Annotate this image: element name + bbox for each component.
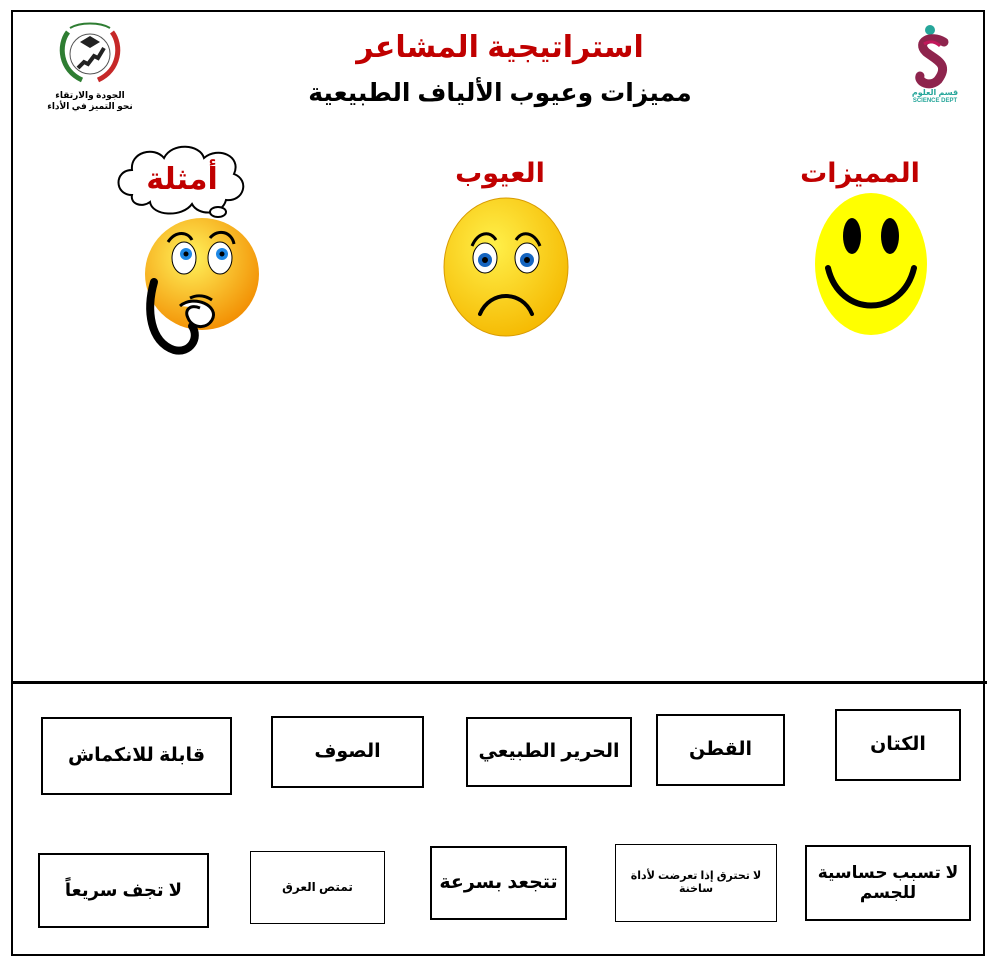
card-linen[interactable]: الكتان: [835, 709, 961, 781]
card-wool[interactable]: الصوف: [271, 716, 424, 788]
science-caption-arabic: قسم العلوم: [911, 88, 959, 97]
card-wrinkles-quickly[interactable]: تتجعد بسرعة: [430, 846, 567, 920]
quality-caption-line2: نحو التميز في الأداء: [47, 100, 133, 111]
page-title: استراتيجية المشاعر: [356, 31, 644, 64]
science-caption-english: SCIENCE DEPT: [912, 97, 958, 104]
quality-logo-caption: [40, 90, 140, 112]
science-dept-logo: [900, 20, 970, 120]
card-cotton[interactable]: القطن: [656, 714, 785, 786]
page-subtitle: مميزات وعيوب الألياف الطبيعية: [308, 79, 692, 107]
card-no-burn-hot-tool[interactable]: لا تحترق إذا تعرضت لأداة ساخنة: [615, 844, 777, 922]
science-dept-caption: [890, 88, 980, 105]
advantages-label: المميزات: [800, 158, 920, 188]
card-shrinkable[interactable]: قابلة للانكماش: [41, 717, 232, 795]
quality-caption-line1: الجودة والارتقاء: [55, 90, 125, 100]
disadvantages-label: العيوب: [455, 158, 545, 188]
happy-smiley-icon: [812, 190, 930, 338]
science-dept-logo-icon: [900, 20, 970, 90]
quality-logo-icon: [50, 20, 130, 90]
sad-face-icon: [442, 196, 570, 338]
section-divider: [11, 681, 987, 684]
card-no-skin-allergy[interactable]: لا تسبب حساسية للجسم: [805, 845, 971, 921]
card-absorbs-sweat[interactable]: تمتص العرق: [250, 851, 385, 924]
card-not-quick-dry[interactable]: لا تجف سريعاً: [38, 853, 209, 928]
examples-label: أمثلة: [146, 163, 218, 196]
card-natural-silk[interactable]: الحرير الطبيعي: [466, 717, 632, 787]
thinking-face-icon: [140, 214, 265, 359]
quality-logo: [47, 20, 133, 120]
